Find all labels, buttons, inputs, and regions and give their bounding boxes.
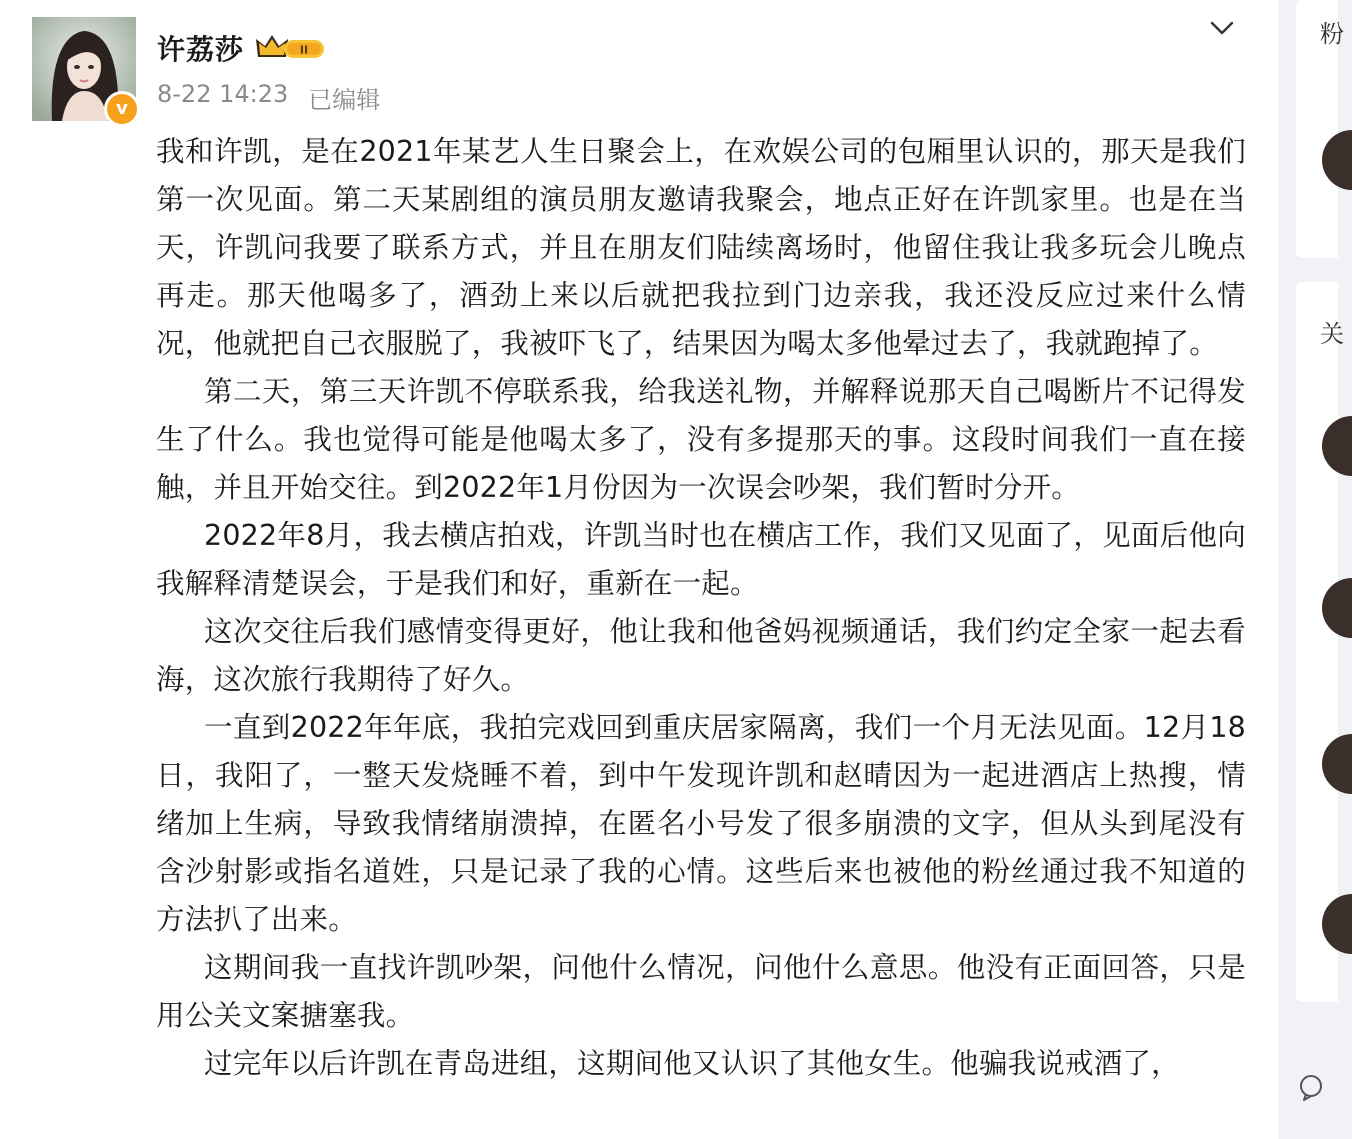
post-paragraph: 第二天，第三天许凯不停联系我，给我送礼物，并解释说那天自己喝断片不记得发生了什么。我也觉得可能是他喝太多了，没有多提那天的事。这段时间我们一直在接触，并且开始交往。到2022年1月份因为一次误会吵架，我们暂时分开。	[156, 375, 1246, 504]
post-paragraph: 2022年8月，我去横店拍戏，许凯当时也在横店工作，我们又见面了，见面后他向我解释清楚误会，于是我们和好，重新在一起。	[156, 519, 1246, 600]
avatar[interactable]	[32, 17, 136, 121]
sidebar-card	[1296, 282, 1344, 1002]
sidebar-avatar[interactable]	[1322, 416, 1352, 476]
post-body	[156, 128, 1246, 1088]
post-paragraph: 一直到2022年年底，我拍完戏回到重庆居家隔离，我们一个月无法见面。12月18日，我阳了，一整天发烧睡不着，到中午发现许凯和赵晴因为一起进酒店上热搜，情绪加上生病，导致我情绪崩溃掉，在匿名小号发了很多崩溃的文字，但从头到尾没有含沙射影或指名道姓，只是记录了我的心情。这些后来也被他的粉丝通过我不知道的方法扒了出来。	[156, 711, 1246, 936]
sidebar-avatar[interactable]	[1322, 578, 1352, 638]
verified-icon: v	[104, 91, 140, 127]
username-row	[157, 26, 328, 70]
chevron-down-icon[interactable]	[1206, 12, 1238, 44]
sidebar-avatar[interactable]	[1322, 894, 1352, 954]
feedback-icon[interactable]	[1296, 1072, 1326, 1102]
sidebar-card-title: 关	[1320, 320, 1344, 348]
post-paragraph: 过完年以后许凯在青岛进组，这期间他又认识了其他女生。他骗我说戒酒了，	[204, 1047, 1180, 1080]
sidebar-card-title: 粉	[1320, 20, 1344, 48]
edited-label[interactable]: 已编辑	[308, 86, 381, 114]
post-paragraph: 这期间我一直找许凯吵架，问他什么情况，问他什么意思。他没有正面回答，只是用公关文案搪塞我。	[156, 951, 1246, 1032]
post-paragraph: 这次交往后我们感情变得更好，他让我和他爸妈视频通话，我们约定全家一起去看海，这次旅行我期待了好久。	[156, 615, 1246, 696]
post-paragraph: 我和许凯，是在2021年某艺人生日聚会上，在欢娱公司的包厢里认识的，那天是我们第一次见面。第二天某剧组的演员朋友邀请我聚会，地点正好在许凯家里。也是在当天，许凯问我要了联系方式，并且在朋友们陆续离场时，他留住我让我多玩会儿晚点再走。那天他喝多了，酒劲上来以后就把我拉到门边亲我，我还没反应过来什么情况，他就把自己衣服脱了，我被吓飞了，结果因为喝太多他晕过去了，我就跑掉了。	[156, 135, 1246, 360]
post-meta	[157, 80, 380, 115]
vip-level-text: II	[299, 43, 309, 57]
sidebar-card	[1296, 0, 1344, 258]
sidebar-avatar[interactable]	[1322, 734, 1352, 794]
sidebar-avatar[interactable]	[1322, 130, 1352, 190]
right-sidebar	[1296, 0, 1344, 1139]
crown-vip-icon[interactable]	[254, 31, 328, 65]
username[interactable]: 许荔莎	[157, 33, 245, 66]
post-timestamp[interactable]: 8-22 14:23	[157, 80, 289, 108]
